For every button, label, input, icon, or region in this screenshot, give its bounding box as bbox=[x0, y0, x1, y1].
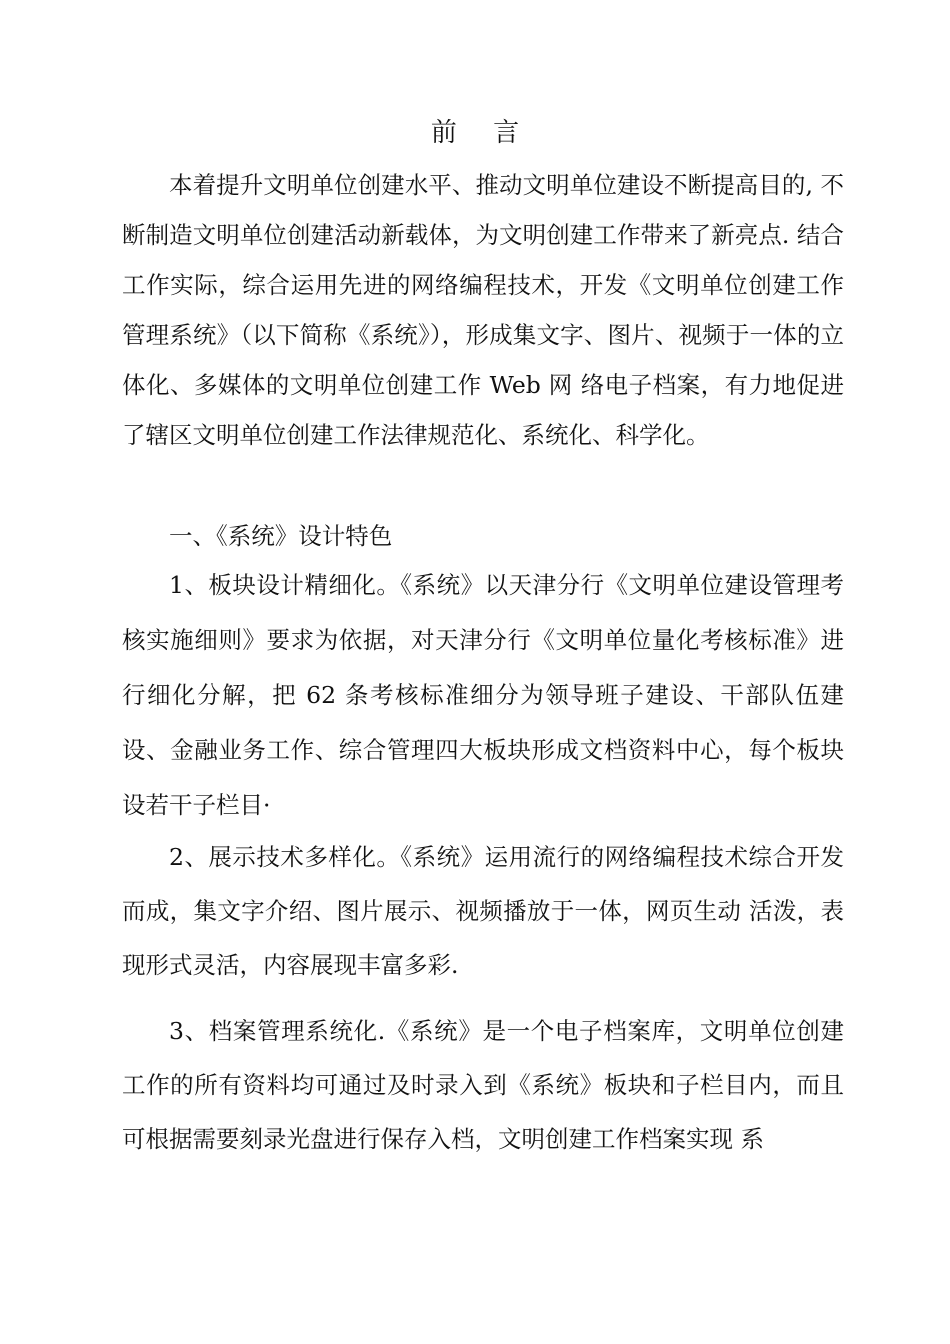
feature-paragraph-3: 3、档案管理系统化.《系统》是一个电子档案库，文明单位创建工作的所有资料均可通过及时录入到《系统》板块和子栏目内，而且可根据需要刻录光盘进行保存入档，文明创建工作档案实现 系 bbox=[122, 1017, 844, 1153]
feature-paragraph-1: 1、板块设计精细化。《系统》以天津分行《文明单位建设管理考核实施细则》要求为依据，对天津分行《文明单位量化考核标准》进行细化分解，把 62 条考核标准细分为领导班子建设、干部队伍建设、金融业务工作、综合管理四大板块形成文档资料中心，每个板块设若干子栏目· bbox=[122, 571, 844, 819]
section-heading: 一、《系统》设计特色 bbox=[169, 522, 393, 550]
feature-paragraph-2: 2、展示技术多样化。《系统》运用流行的网络编程技术综合开发而成，集文字介绍、图片展示、视频播放于一体，网页生动 活泼，表现形式灵活，内容展现丰富多彩. bbox=[122, 843, 844, 979]
intro-paragraph: 本着提升文明单位创建水平、推动文明单位建设不断提高目的, 不断制造文明单位创建活动新载体，为文明创建工作带来了新亮点. 结合工作实际，综合运用先进的网络编程技术，开发《文明单位创建工作管理系统》（以下简称《系统》），形成集文字、图片、视频于一体的立体化、多媒体的文明单位创建工作 Web 网 络电子档案，有力地促进了辖区文明单位创建工作法律规范化、系统化、科学化。 bbox=[122, 171, 844, 449]
page-title: 前 言 bbox=[430, 118, 534, 148]
